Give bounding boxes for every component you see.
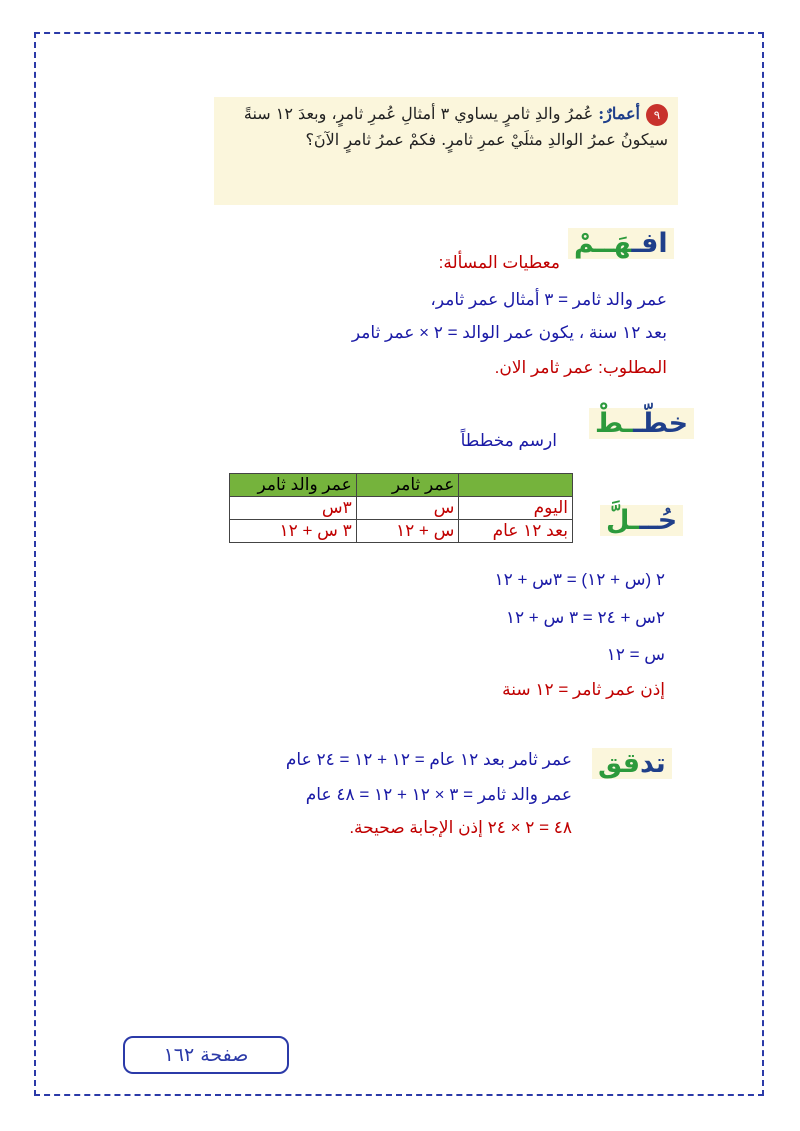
question-number: ٩ — [646, 104, 668, 126]
step-plan-part1: خطّـ — [633, 408, 689, 439]
table-header-row — [230, 474, 573, 497]
solve-conclusion: إذن عمر ثامر = ١٢ سنة — [502, 680, 665, 699]
problem-box — [214, 97, 678, 205]
step-understand — [568, 228, 674, 259]
table-cell: س — [356, 497, 459, 520]
question-text: عُمرُ والدِ ثامرٍ يساوي ٣ أمثالِ عُمرِ ثامرٍ، وبعدَ ١٢ سنةً سيكونُ عمرُ الوالدِ مثلَيْ عمرِ ثامرٍ. فكمْ عمرُ ثامرٍ الآنَ؟ — [243, 104, 668, 149]
step-check-part2: قق — [598, 748, 641, 779]
question-title: أعمارٌ: — [598, 104, 640, 123]
plan-text: ارسم مخططاً — [460, 431, 557, 450]
step-plan — [589, 408, 694, 439]
page-number-badge — [123, 1036, 289, 1074]
table-header-cell — [459, 474, 573, 497]
table-cell: بعد ١٢ عام — [459, 520, 573, 543]
table-cell: اليوم — [459, 497, 573, 520]
step-understand-part2: هَــمْ — [574, 228, 632, 259]
table-header-cell: عمر والد ثامر — [230, 474, 357, 497]
given-2: بعد ١٢ سنة ، يكون عمر الوالد = ٢ × عمر ثامر — [351, 323, 667, 342]
step-solve-part1: حُــ — [639, 505, 678, 536]
table-cell: س + ١٢ — [356, 520, 459, 543]
step-solve-part2: ـلَّ — [606, 505, 640, 536]
givens-heading: معطيات المسألة: — [438, 253, 560, 272]
table-cell: ٣ س + ١٢ — [230, 520, 357, 543]
step-check-part1: تد — [640, 748, 666, 779]
equation-1: ٢ (س + ١٢) = ٣س + ١٢ — [494, 570, 665, 589]
table-row — [230, 520, 573, 543]
ages-table — [229, 473, 573, 543]
given-1: عمر والد ثامر = ٣ أمثال عمر ثامر، — [430, 290, 667, 309]
step-check — [592, 748, 672, 779]
step-solve — [600, 505, 683, 536]
table-header-cell: عمر ثامر — [356, 474, 459, 497]
required-text: المطلوب: عمر ثامر الان. — [494, 358, 667, 377]
check-line-2: عمر والد ثامر = ٣ × ١٢ + ١٢ = ٤٨ عام — [305, 785, 572, 804]
check-line-1: عمر ثامر بعد ١٢ عام = ١٢ + ١٢ = ٢٤ عام — [285, 750, 572, 769]
table-row — [230, 497, 573, 520]
step-plan-part2: ـطْ — [595, 408, 634, 439]
page-number-label: صفحة ١٦٢ — [163, 1044, 249, 1066]
equation-3: س = ١٢ — [606, 645, 665, 664]
table-cell: ٣س — [230, 497, 357, 520]
equation-2: ٢س + ٢٤ = ٣ س + ١٢ — [505, 608, 665, 627]
check-line-3: ٤٨ = ٢ × ٢٤ إذن الإجابة صحيحة. — [349, 818, 572, 837]
step-understand-part1: افـ — [631, 228, 668, 259]
